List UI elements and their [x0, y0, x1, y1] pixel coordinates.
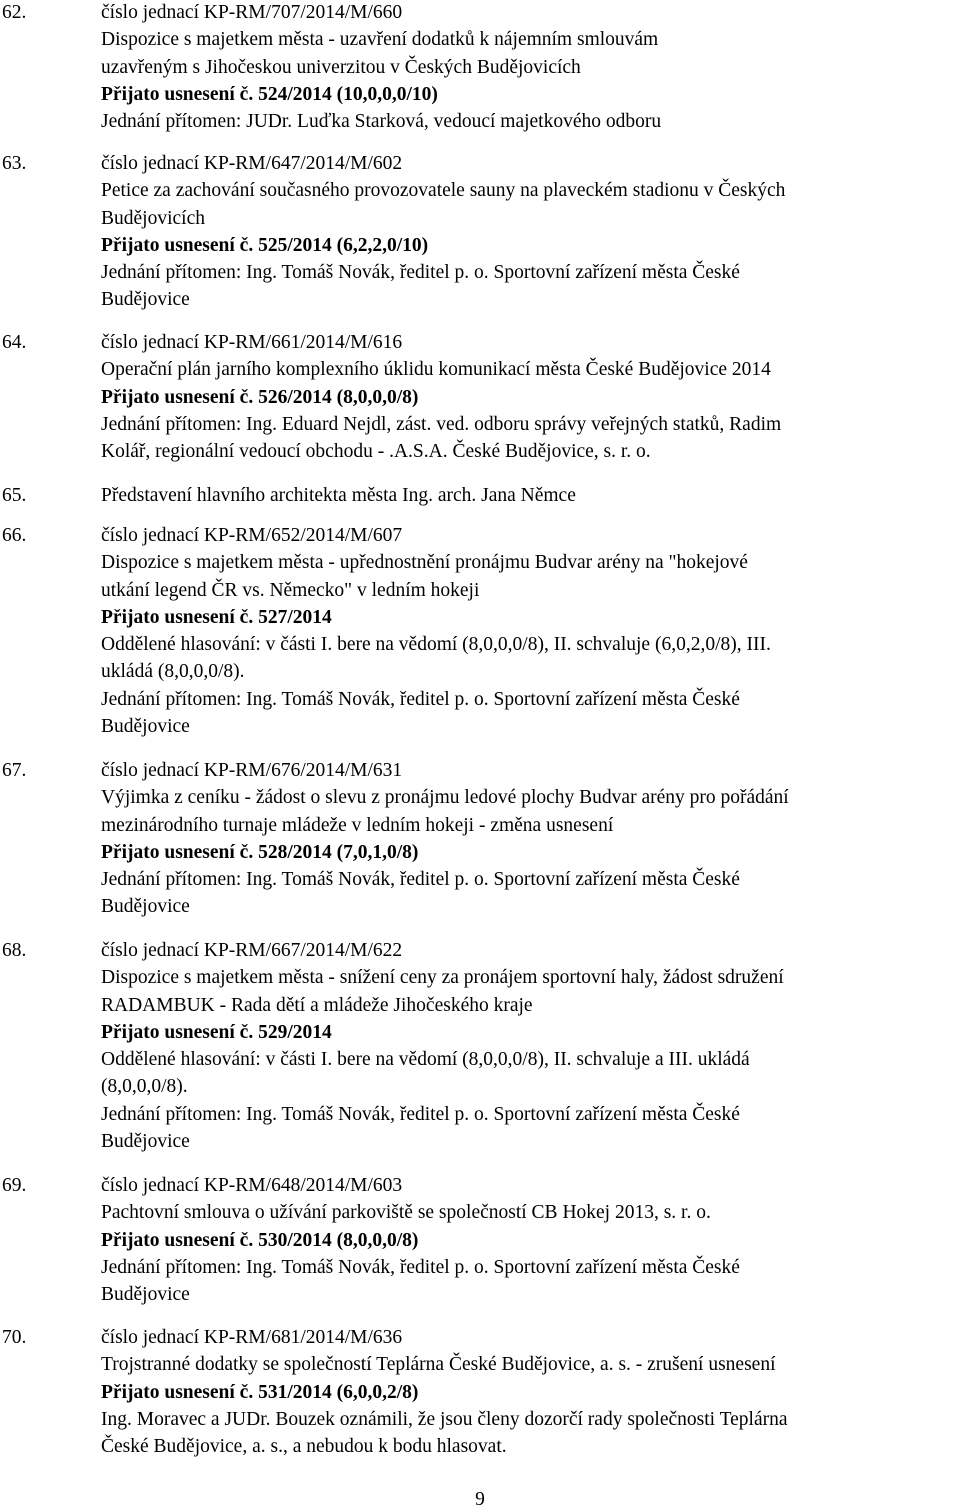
- subject-line: utkání legend ČR vs. Německo" v ledním hokeji: [101, 579, 480, 601]
- subject-line: Výjimka z ceníku - žádost o slevu z pronájmu ledové plochy Budvar arény pro pořádání: [101, 787, 789, 809]
- detail-line: Budějovice: [101, 716, 190, 738]
- detail-line: Oddělené hlasování: v části I. bere na vědomí (8,0,0,0/8), II. schvaluje (6,0,2,0/8), III.: [101, 634, 771, 656]
- detail-line: České Budějovice, a. s., a nebudou k bodu hlasovat.: [101, 1436, 507, 1458]
- subject-line: RADAMBUK - Rada dětí a mládeže Jihočeského kraje: [101, 994, 533, 1016]
- detail-line: Oddělené hlasování: v části I. bere na vědomí (8,0,0,0/8), II. schvaluje a III. ukládá: [101, 1049, 750, 1071]
- reference-number: číslo jednací KP-RM/707/2014/M/660: [101, 2, 403, 23]
- resolution: Přijato usnesení č. 531/2014 (6,0,0,2/8): [101, 1381, 419, 1403]
- reference-number: číslo jednací KP-RM/681/2014/M/636: [101, 1327, 403, 1348]
- item-number: 63.: [2, 153, 27, 174]
- agenda-item-62: [2, 0, 958, 135]
- detail-line: Ing. Moravec a JUDr. Bouzek oznámili, že jsou členy dozorčí rady společnosti Teplárna: [101, 1408, 788, 1430]
- item-number: 69.: [2, 1175, 27, 1196]
- reference-number: číslo jednací KP-RM/676/2014/M/631: [101, 760, 403, 781]
- agenda-item-69: [2, 1172, 958, 1308]
- subject-line: Dispozice s majetkem města - snížení ceny za pronájem sportovní haly, žádost sdružení: [101, 967, 784, 989]
- detail-line: Budějovice: [101, 289, 190, 311]
- detail-line: Jednání přítomen: JUDr. Luďka Starková, vedoucí majetkového odboru: [101, 111, 662, 133]
- item-number: 62.: [2, 2, 27, 23]
- agenda-item-63: [2, 150, 958, 314]
- item-number: 66.: [2, 525, 27, 546]
- agenda-item-66: [2, 522, 958, 740]
- resolution: Přijato usnesení č. 527/2014: [101, 606, 332, 628]
- resolution: Přijato usnesení č. 525/2014 (6,2,2,0/10): [101, 234, 429, 256]
- item-number: 70.: [2, 1327, 27, 1348]
- detail-line: ukládá (8,0,0,0/8).: [101, 661, 245, 683]
- item-number: 68.: [2, 940, 27, 961]
- agenda-item-70: [2, 1324, 958, 1460]
- subject-line: Pachtovní smlouva o užívání parkoviště se společností CB Hokej 2013, s. r. o.: [101, 1202, 711, 1224]
- subject-line: uzavřeným s Jihočeskou univerzitou v Českých Budějovicích: [101, 56, 581, 78]
- subject-line: Trojstranné dodatky se společností Teplárna České Budějovice, a. s. - zrušení usnesení: [101, 1354, 776, 1376]
- subject-line: Budějovicích: [101, 207, 205, 229]
- resolution: Přijato usnesení č. 528/2014 (7,0,1,0/8): [101, 841, 419, 863]
- page-number: 9: [475, 1489, 485, 1510]
- detail-line: (8,0,0,0/8).: [101, 1076, 188, 1098]
- resolution: Přijato usnesení č. 530/2014 (8,0,0,0/8): [101, 1229, 419, 1251]
- subject-line: Petice za zachování současného provozovatele sauny na plaveckém stadionu v Českých: [101, 180, 786, 202]
- subject-line: mezinárodního turnaje mládeže v ledním hokeji - změna usnesení: [101, 814, 614, 836]
- detail-line: Jednání přítomen: Ing. Tomáš Novák, ředitel p. o. Sportovní zařízení města České: [101, 1103, 740, 1125]
- detail-line: Budějovice: [101, 1131, 190, 1153]
- agenda-item-67: [2, 757, 958, 921]
- item-number: 64.: [2, 332, 27, 353]
- detail-line: Jednání přítomen: Ing. Eduard Nejdl, zást. ved. odboru správy veřejných statků, Radim: [101, 413, 782, 435]
- reference-number: číslo jednací KP-RM/667/2014/M/622: [101, 940, 403, 961]
- agenda-item-68: [2, 937, 958, 1155]
- detail-line: Jednání přítomen: Ing. Tomáš Novák, ředitel p. o. Sportovní zařízení města České: [101, 869, 740, 891]
- resolution: Přijato usnesení č. 526/2014 (8,0,0,0/8): [101, 386, 419, 408]
- detail-line: Kolář, regionální vedoucí obchodu - .A.S.A. České Budějovice, s. r. o.: [101, 441, 651, 463]
- detail-line: Budějovice: [101, 1284, 190, 1306]
- subject-line: Dispozice s majetkem města - upřednostnění pronájmu Budvar arény na "hokejové: [101, 552, 748, 574]
- reference-number: číslo jednací KP-RM/652/2014/M/607: [101, 525, 403, 546]
- detail-line: Jednání přítomen: Ing. Tomáš Novák, ředitel p. o. Sportovní zařízení města České: [101, 1256, 740, 1278]
- agenda-item-64: [2, 329, 958, 465]
- reference-number: číslo jednací KP-RM/648/2014/M/603: [101, 1175, 403, 1196]
- resolution: Přijato usnesení č. 529/2014: [101, 1021, 332, 1043]
- detail-line: Jednání přítomen: Ing. Tomáš Novák, ředitel p. o. Sportovní zařízení města České: [101, 688, 740, 710]
- reference-number: číslo jednací KP-RM/661/2014/M/616: [101, 332, 403, 353]
- reference-number: číslo jednací KP-RM/647/2014/M/602: [101, 153, 403, 174]
- resolution: Přijato usnesení č. 524/2014 (10,0,0,0/10): [101, 83, 438, 105]
- item-title: Představení hlavního architekta města Ing. arch. Jana Němce: [101, 485, 576, 506]
- subject-line: Operační plán jarního komplexního úklidu komunikací města České Budějovice 2014: [101, 359, 771, 381]
- detail-line: Budějovice: [101, 896, 190, 918]
- agenda-item-65: [2, 482, 958, 509]
- item-number: 65.: [2, 485, 27, 506]
- subject-line: Dispozice s majetkem města - uzavření dodatků k nájemním smlouvám: [101, 29, 659, 51]
- detail-line: Jednání přítomen: Ing. Tomáš Novák, ředitel p. o. Sportovní zařízení města České: [101, 262, 740, 284]
- item-number: 67.: [2, 760, 27, 781]
